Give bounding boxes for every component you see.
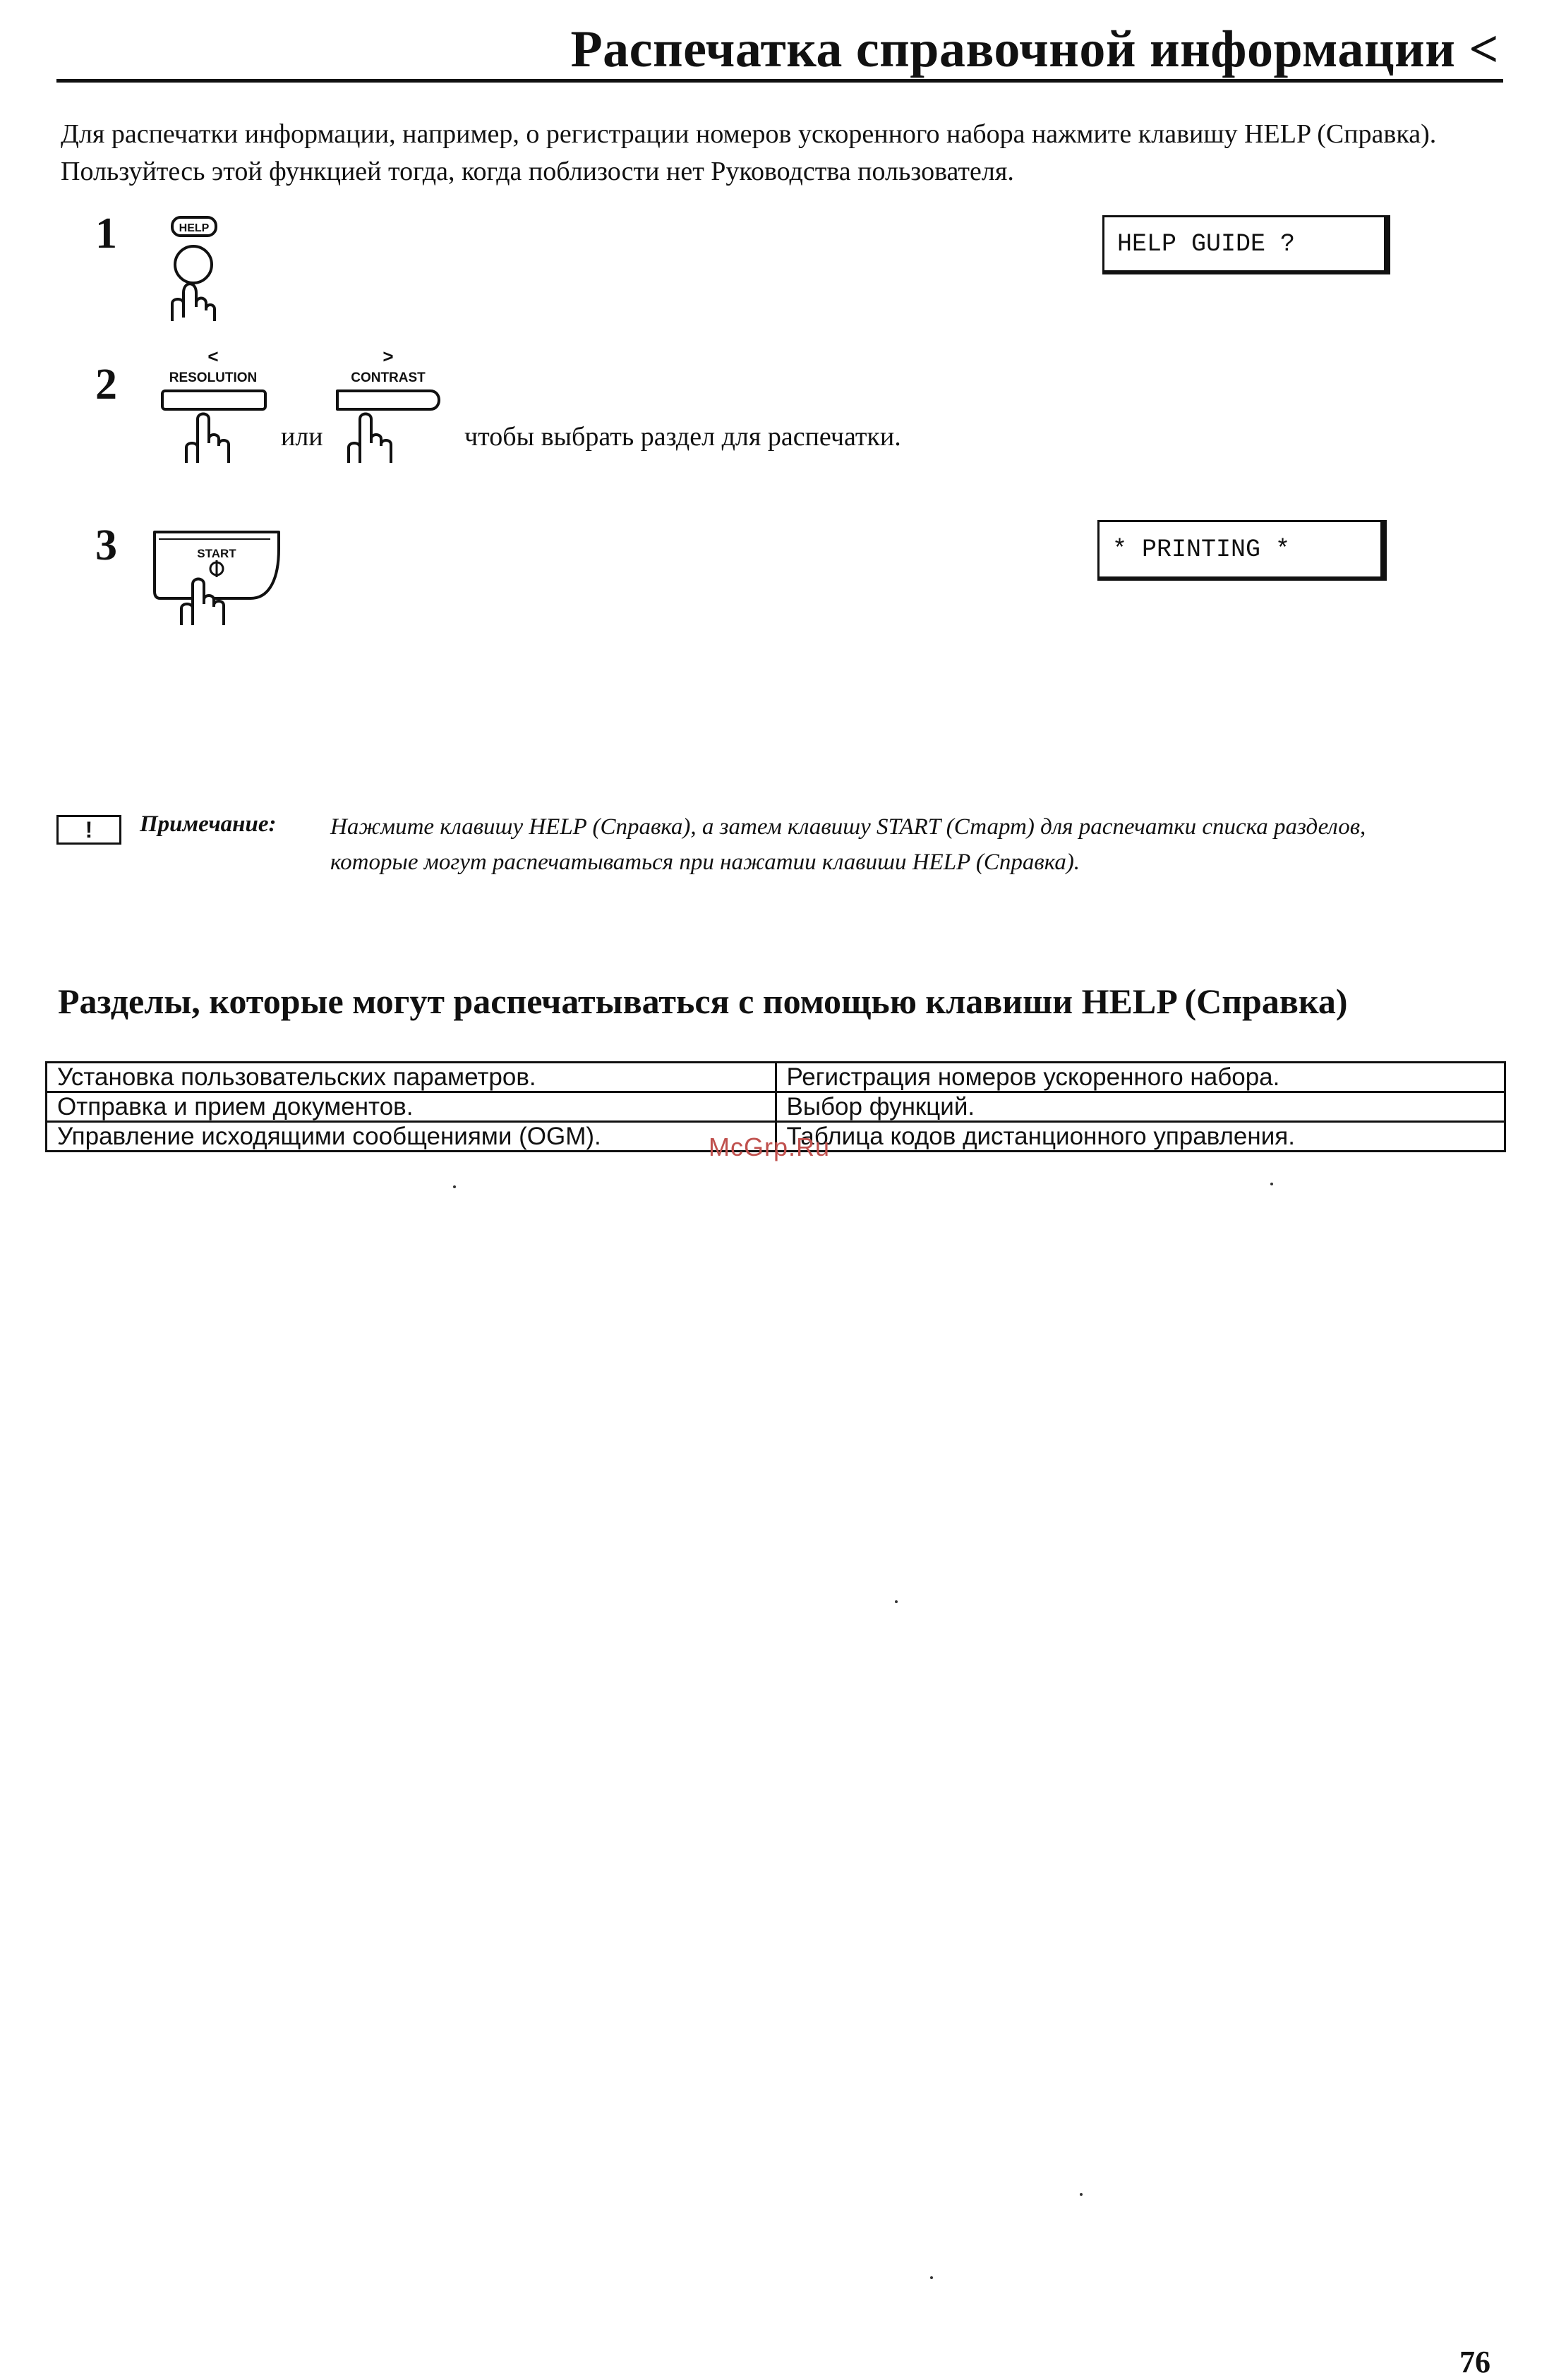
contrast-key-illustration xyxy=(332,346,445,466)
table-cell: Установка пользовательских параметров. xyxy=(47,1063,776,1092)
or-connector: или xyxy=(281,422,323,452)
table-cell: Регистрация номеров ускоренного набора. xyxy=(776,1063,1505,1092)
start-key-press-icon xyxy=(152,528,286,627)
step-number-1: 1 xyxy=(95,210,117,258)
help-key-label: HELP xyxy=(179,222,210,234)
scan-speck xyxy=(453,1185,456,1188)
help-key-press-icon xyxy=(162,212,233,325)
note-label: Примечание: xyxy=(140,811,277,837)
scan-speck xyxy=(895,1600,898,1603)
intro-paragraph: Для распечатки информации, например, о регистрации номеров ускоренного набора нажмите клавишу HELP (Справка). Пользуйтесь этой функцией тогда, когда поблизости нет Руководства пользователя. xyxy=(61,119,1437,186)
page-title-text: Распечатка справочной информации xyxy=(570,20,1456,78)
table-row xyxy=(47,1092,1505,1122)
start-key-illustration xyxy=(152,528,286,627)
table-cell: Отправка и прием документов. xyxy=(47,1092,776,1122)
step-number-2: 2 xyxy=(95,361,117,409)
contrast-arrow-label: > xyxy=(383,346,394,367)
scan-speck xyxy=(930,2276,933,2279)
resolution-key-press-icon xyxy=(157,388,270,466)
step-number-3: 3 xyxy=(95,521,117,569)
scan-speck xyxy=(1080,2193,1083,2196)
page-number: 76 xyxy=(1459,2345,1490,2379)
contrast-key-label: CONTRAST xyxy=(351,370,426,385)
display-printing: * PRINTING * xyxy=(1097,520,1387,581)
resolution-key-label: RESOLUTION xyxy=(169,370,258,385)
table-cell: Выбор функций. xyxy=(776,1092,1505,1122)
display-help-guide: HELP GUIDE ? xyxy=(1102,215,1390,274)
start-key-label: START xyxy=(197,547,236,560)
note-exclamation-icon: ! xyxy=(56,815,121,845)
resolution-arrow-label: < xyxy=(207,346,219,367)
resolution-key-illustration xyxy=(157,346,270,466)
table-cell: Управление исходящими сообщениями (OGM). xyxy=(47,1122,776,1152)
note-text: Нажмите клавишу HELP (Справка), а затем клавишу START (Старт) для распечатки списка разделов, которые могут распечатываться при нажатии клавиши HELP (Справка). xyxy=(330,814,1366,875)
contrast-key-press-icon xyxy=(332,388,445,466)
scan-speck xyxy=(1270,1183,1273,1185)
table-cell: Таблица кодов дистанционного управления. xyxy=(776,1122,1505,1152)
help-key-illustration xyxy=(162,212,233,325)
table-row xyxy=(47,1063,1505,1092)
step-2-instruction: чтобы выбрать раздел для распечатки. xyxy=(464,422,901,452)
page-title xyxy=(0,20,1499,80)
title-rule xyxy=(56,79,1503,83)
watermark: McGrp.Ru xyxy=(709,1132,831,1161)
title-chevron-mark: < xyxy=(1469,20,1499,78)
section-title: Разделы, которые могут распечатываться с помощью клавиши HELP (Справка) xyxy=(58,981,1348,1021)
